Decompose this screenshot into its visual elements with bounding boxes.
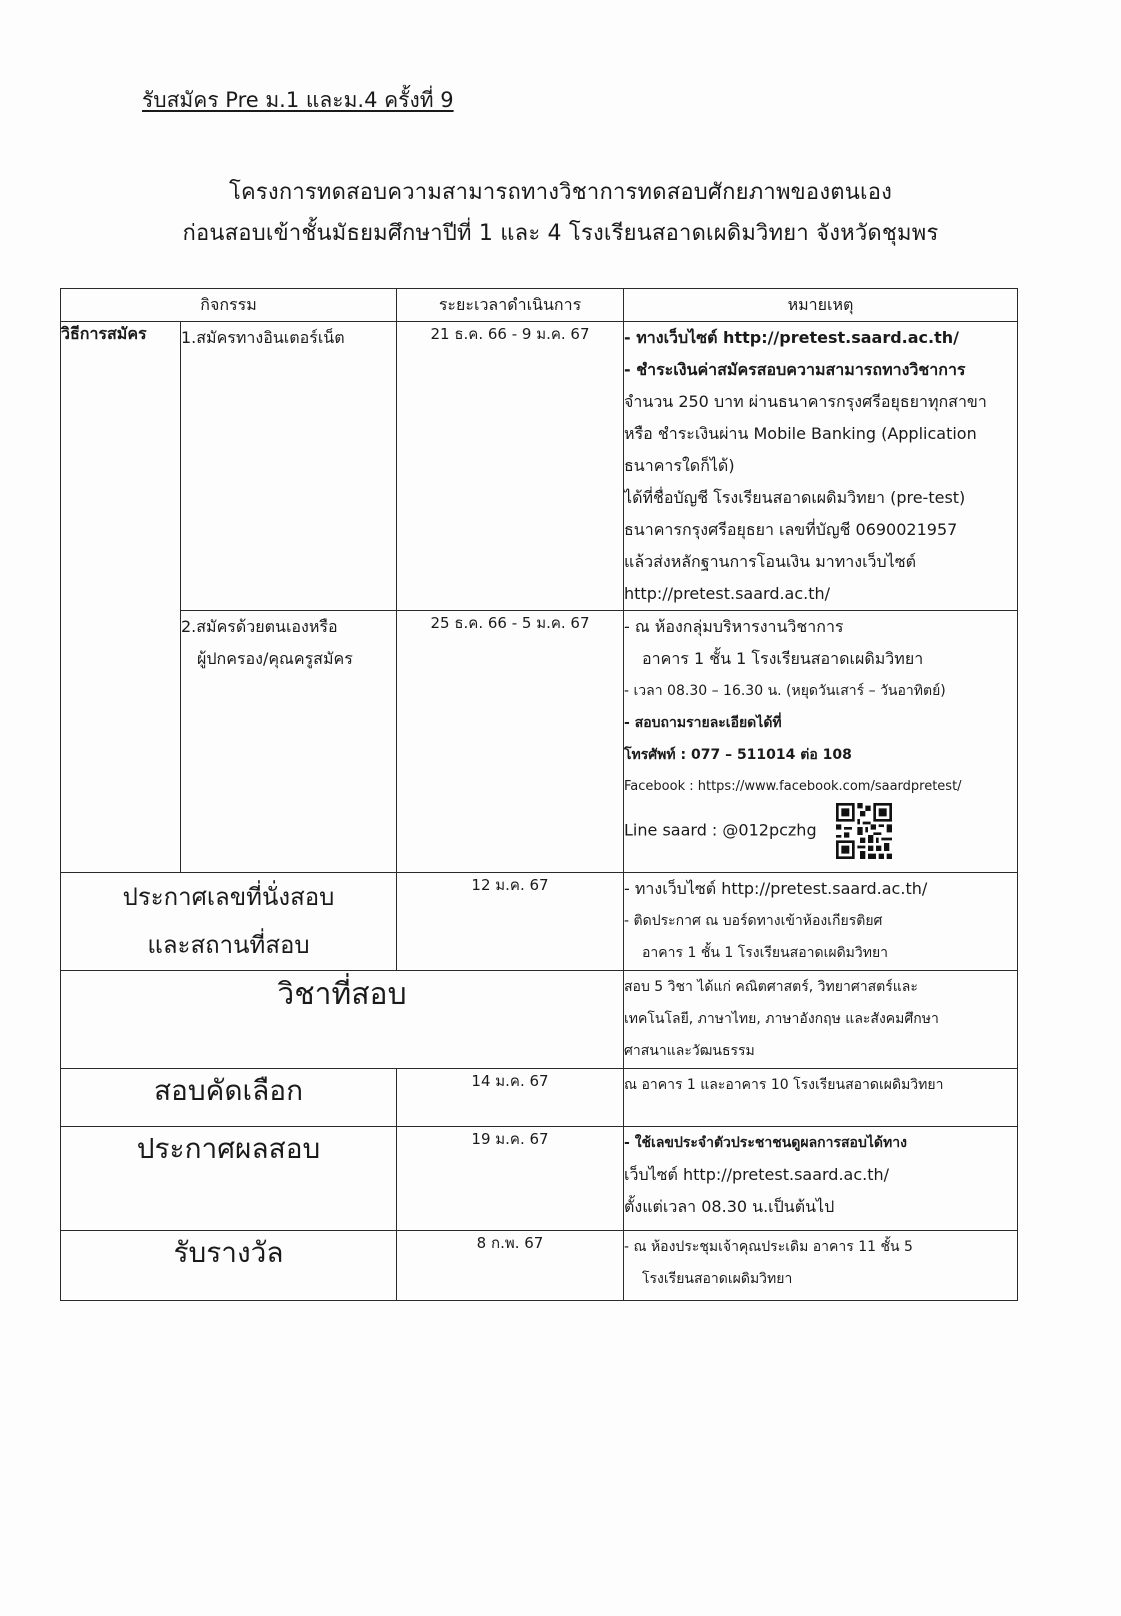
table-row [61, 1069, 1018, 1127]
note-line: เทคโนโลยี, ภาษาไทย, ภาษาอังกฤษ และสังคมศึกษา [624, 1011, 939, 1027]
result-label: ประกาศผลสอบ [61, 1127, 397, 1231]
seat-announcement-label [61, 873, 397, 971]
header-period: ระยะเวลาดำเนินการ [397, 289, 624, 322]
note-line: ศาสนาและวัฒนธรรม [624, 1043, 755, 1059]
note-line: - ทางเว็บไซต์ http://pretest.saard.ac.th/ [624, 328, 959, 347]
subjects-notes [624, 971, 1018, 1069]
note-line: - ใช้เลขประจำตัวประชาชนดูผลการสอบได้ทาง [624, 1135, 907, 1151]
exam-label: สอบคัดเลือก [61, 1069, 397, 1127]
result-period: 19 ม.ค. 67 [397, 1127, 624, 1231]
table-row [61, 873, 1018, 971]
note-line: หรือ ชำระเงินผ่าน Mobile Banking (Application [624, 424, 977, 443]
award-period: 8 ก.พ. 67 [397, 1231, 624, 1301]
seat-period: 12 ม.ค. 67 [397, 873, 624, 971]
project-title-line2: ก่อนสอบเข้าชั้นมัธยมศึกษาปีที่ 1 และ 4 โรงเรียนสอาดเผดิมวิทยา จังหวัดชุมพร [182, 221, 939, 246]
note-line: http://pretest.saard.ac.th/ [624, 584, 831, 603]
facebook-link[interactable]: Facebook : https://www.facebook.com/saardpretest/ [624, 779, 962, 794]
online-activity: 1.สมัครทางอินเตอร์เน็ต [181, 322, 397, 611]
note-line: - ทางเว็บไซต์ http://pretest.saard.ac.th/ [624, 879, 928, 898]
note-line: ตั้งแต่เวลา 08.30 น.เป็นต้นไป [624, 1197, 835, 1216]
award-label: รับรางวัล [61, 1231, 397, 1301]
seat-label-line2: และสถานที่สอบ [147, 931, 310, 959]
table-header-row [61, 289, 1018, 322]
header-activity: กิจกรรม [61, 289, 397, 322]
note-line: แล้วส่งหลักฐานการโอนเงิน มาทางเว็บไซต์ [624, 552, 916, 571]
exam-period: 14 ม.ค. 67 [397, 1069, 624, 1127]
inperson-period: 25 ธ.ค. 66 - 5 ม.ค. 67 [397, 611, 624, 873]
note-line: ณ อาคาร 1 และอาคาร 10 โรงเรียนสอาดเผดิมวิทยา [624, 1077, 944, 1093]
note-line: - ติดประกาศ ณ บอร์ดทางเข้าห้องเกียรติยศ [624, 913, 883, 929]
note-line: โรงเรียนสอาดเผดิมวิทยา [642, 1271, 793, 1287]
project-title-line1: โครงการทดสอบความสามารถทางวิชาการทดสอบศักยภาพของตนเอง [228, 180, 893, 205]
note-line: - ณ ห้องประชุมเจ้าคุณประเดิม อาคาร 11 ชั้น 5 [624, 1239, 913, 1255]
note-line: จำนวน 250 บาท ผ่านธนาคารกรุงศรีอยุธยาทุกสาขา [624, 392, 987, 411]
result-notes [624, 1127, 1018, 1231]
note-line: - ชำระเงินค่าสมัครสอบความสามารถทางวิชาการ [624, 360, 966, 379]
line-contact-row [624, 803, 1017, 859]
apply-method-label: วิธีการสมัคร [61, 322, 181, 873]
note-line: โทรศัพท์ : 077 – 511014 ต่อ 108 [624, 747, 852, 763]
online-notes [624, 322, 1018, 611]
schedule-table [60, 288, 1018, 1301]
note-line: ได้ที่ชื่อบัญชี โรงเรียนสอาดเผดิมวิทยา (pre-test) [624, 488, 966, 507]
note-line: ธนาคารใดก็ได้) [624, 456, 735, 475]
award-notes [624, 1231, 1018, 1301]
seat-notes [624, 873, 1018, 971]
table-row [61, 322, 1018, 611]
exam-notes [624, 1069, 1018, 1127]
note-line: เว็บไซต์ http://pretest.saard.ac.th/ [624, 1165, 890, 1184]
note-line: อาคาร 1 ชั้น 1 โรงเรียนสอาดเผดิมวิทยา [642, 945, 889, 961]
inperson-activity-line2: ผู้ปกครอง/คุณครูสมัคร [197, 649, 353, 668]
qr-code-icon [836, 803, 892, 859]
line-id: Line saard : @012pczhg [624, 820, 817, 840]
online-period: 21 ธ.ค. 66 - 9 ม.ค. 67 [397, 322, 624, 611]
inperson-activity-line1: 2.สมัครด้วยตนเองหรือ [181, 617, 338, 636]
seat-label-line1: ประกาศเลขที่นั่งสอบ [122, 883, 335, 911]
subjects-label: วิชาที่สอบ [61, 971, 624, 1069]
note-line: อาคาร 1 ชั้น 1 โรงเรียนสอาดเผดิมวิทยา [642, 649, 924, 668]
table-row [61, 971, 1018, 1069]
inperson-activity [181, 611, 397, 873]
announcement-heading: รับสมัคร Pre ม.1 และม.4 ครั้งที่ 9 [142, 88, 454, 112]
inperson-notes [624, 611, 1018, 873]
note-line: ธนาคารกรุงศรีอยุธยา เลขที่บัญชี 0690021957 [624, 520, 958, 539]
note-line: - เวลา 08.30 – 16.30 น. (หยุดวันเสาร์ – วันอาทิตย์) [624, 683, 946, 699]
note-line: - สอบถามรายละเอียดได้ที่ [624, 715, 782, 731]
note-line: - ณ ห้องกลุ่มบริหารงานวิชาการ [624, 617, 844, 636]
header-notes: หมายเหตุ [624, 289, 1018, 322]
table-row [61, 1127, 1018, 1231]
table-row [61, 1231, 1018, 1301]
table-row [61, 611, 1018, 873]
note-line: สอบ 5 วิชา ได้แก่ คณิตศาสตร์, วิทยาศาสตร์และ [624, 979, 918, 995]
